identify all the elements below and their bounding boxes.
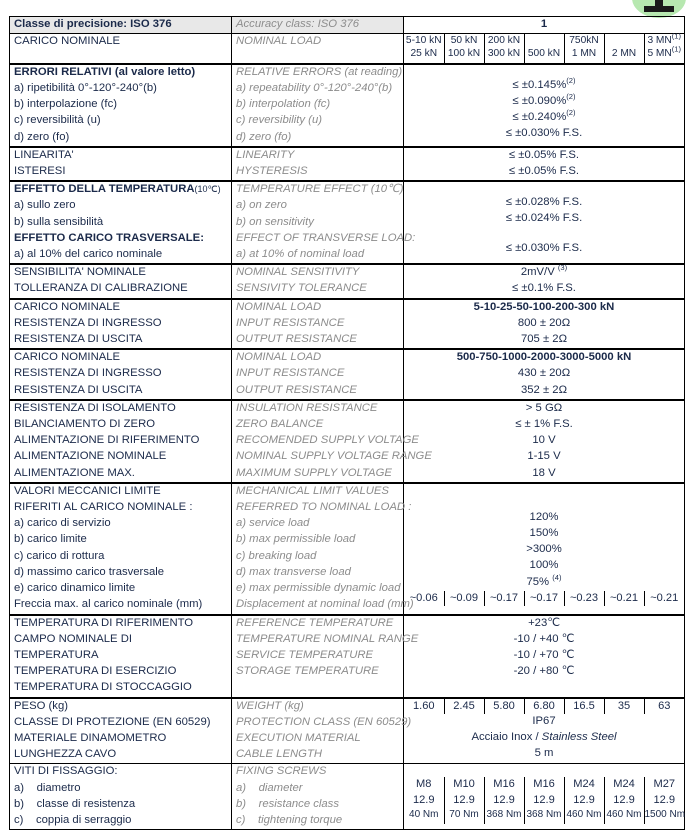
table-row [10,181,685,264]
screw-class-col-4: 12.9 [524,793,564,808]
nominal-temperature-range-label-en: TEMPERATURE NOMINAL RANGE [236,632,419,645]
temperature-effect-title-it: EFFETTO DELLA TEMPERATURA(10℃) [14,183,221,196]
relative-errors-item-a-en: a) repeatability 0°-120°-240°(b) [236,82,393,94]
protection-class-label-it: CLASSE DI PROTEZIONE (EN 60529) [14,715,211,728]
weight-label-en: WEIGHT (kg) [236,699,304,712]
max-supply-label-it: ALIMENTAZIONE MAX. [14,466,135,479]
screw-class-col-5: 12.9 [564,793,604,808]
table-row [10,64,685,147]
weight-col-4: 6.80 [524,699,564,714]
relative-errors-item-c-it: c) reversibilità (u) [14,114,101,127]
load-range-header-row [404,31,684,63]
relative-errors-item-d-it: d) zero (fo) [14,130,70,143]
storage-temperature-label-it: TEMPERATURA DI STOCCAGGIO [14,681,192,694]
mechanical-limit-load-en: b) max permissible load [236,533,356,546]
load-range-col-4: 500 kN [524,34,564,63]
transverse-load-title-en: EFFECT OF TRANSVERSE LOAD: [236,231,416,244]
temperature-effect-zero-value: ≤ ±0.028% F.S. [505,196,583,209]
transverse-load-item-it: a) al 10% del carico nominale [14,248,163,261]
mechanical-dynamic-load-en: e) max permissible dynamic load [236,582,401,595]
nominal-load-high-label-en: NOMINAL LOAD [236,351,322,364]
relative-errors-item-b-en: b) interpolation (fc) [236,98,331,111]
reference-temperature-label-en: REFERENCE TEMPERATURE [236,616,394,629]
weight-col-6: 35 [604,699,644,714]
table-row [10,264,685,298]
screw-diameter-col-5: M24 [564,777,604,792]
screw-diameter-col-4: M16 [524,777,564,792]
linearity-label-en: LINEARITY [236,148,295,161]
relative-errors-item-c-en: c) reversibility (u) [236,114,322,127]
load-range-col-3: 200 kN 300 kN [484,34,524,63]
nominal-load-high-label-it: CARICO NOMINALE [14,351,121,364]
max-supply-label-en: MAXIMUM SUPPLY VOLTAGE [236,466,392,479]
storage-temperature-value: -20 / +80 ℃ [513,665,575,678]
nominal-load-low-label-it: CARICO NOMINALE [14,300,121,313]
weight-values-row [404,699,684,714]
nominal-supply-label-en: NOMINAL SUPPLY VOLTAGE RANGE [236,450,432,463]
relative-errors-value-c: ≤ ±0.240%$^{(2)}$ [512,108,576,124]
nominal-load-low-label-en: NOMINAL LOAD [236,300,322,313]
screw-class-col-6: 12.9 [604,793,644,808]
temperature-effect-value-spacer [404,182,684,195]
table-row [10,615,685,698]
nominal-load-header-label-en: NOMINAL LOAD [236,35,322,48]
mechanical-breaking-load-value: >300% [526,543,562,556]
table-row [10,698,685,764]
load-range-col-5: 750kN 1 MN [564,34,604,63]
relative-errors-value-spacer [404,65,684,78]
nominal-supply-value: 1-15 V [527,450,561,463]
recommended-supply-label-it: ALIMENTAZIONE DI RIFERIMENTO [14,434,200,447]
relative-errors-item-d-en: d) zero (fo) [236,130,292,143]
displacement-col-5: ~0.23 [564,591,604,606]
insulation-resistance-label-en: INSULATION RESISTANCE [236,401,378,414]
fixing-screws-title-en: FIXING SCREWS [236,765,327,778]
weight-col-7: 63 [644,699,684,714]
cable-length-value: 5 m [534,747,554,760]
load-range-col-1: 5-10 kN 25 kN [405,35,442,59]
displacement-col-2: ~0.09 [444,591,484,606]
relative-errors-item-b-it: b) interpolazione (fc) [14,98,117,111]
relative-errors-title-it: ERRORI RELATIVI (al valore letto) [14,65,196,78]
zero-balance-label-it: BILANCIAMENTO DI ZERO [14,418,156,431]
mechanical-value-spacer-2 [404,497,684,510]
recommended-supply-value: 10 V [532,434,556,447]
load-range-col-7: 3 MN$^{(1)}$ 5 MN$^{(1)}$ [644,34,684,63]
screw-diameter-values-row [404,777,684,792]
screw-resistance-class-values-row [404,793,684,808]
screw-torque-col-1: 40 Nm [409,809,439,821]
displacement-col-7: ~0.21 [644,591,684,606]
nominal-sensitivity-label-it: SENSIBILITA' NOMINALE [14,266,146,279]
displacement-col-3: ~0.17 [484,591,524,606]
storage-temperature-label-en: STORAGE TEMPERATURE [236,665,379,678]
load-range-col-6: 2 MN [604,34,644,63]
transverse-load-item-en: a) at 10% of nominal load [236,248,365,261]
insulation-resistance-label-it: RESISTENZA DI ISOLAMENTO [14,401,176,414]
output-resistance-low-value: 705 ± 2Ω [520,333,568,346]
temperature-effect-sensitivity-en: b) on sensitivity [236,215,314,228]
mechanical-dynamic-load-value: 75% $^{(4)}$ [526,572,562,588]
transverse-load-value-spacer [404,228,684,241]
table-row [10,764,685,830]
execution-material-value: Acciaio Inox / Stainless Steel [471,731,617,744]
table-row [10,34,685,64]
calibration-tolerance-label-it: TOLLERANZA DI CALIBRAZIONE [14,282,188,295]
linearity-label-it: LINEARITA' [14,148,74,161]
mechanical-dynamic-load-it: e) carico dinamico limite [14,582,136,595]
cable-length-label-it: LUNGHEZZA CAVO [14,748,117,761]
insulation-resistance-value: > 5 GΩ [525,401,563,414]
zero-balance-value: ≤ ± 1% F.S. [515,418,573,431]
screw-torque-col-6: 460 Nm [604,808,644,823]
input-resistance-low-label-en: INPUT RESISTANCE [236,316,345,329]
weight-col-2: 2.45 [444,699,484,714]
nominal-load-high-value: 500-750-1000-2000-3000-5000 kN [456,351,632,364]
max-supply-value: 18 V [532,466,556,479]
temperature-effect-title-en: TEMPERATURE EFFECT (10℃) [236,183,404,196]
temperature-effect-zero-it: a) sullo zero [14,199,76,212]
recommended-supply-label-en: RECOMENDED SUPPLY VOLTAGE [236,434,419,447]
table-row [10,483,685,615]
displacement-label-it: Freccia max. al carico nominale (mm) [14,598,203,611]
displacement-values-row [404,591,684,606]
linearity-value: ≤ ±0.05% F.S. [508,148,580,161]
screw-diameter-col-6: M24 [604,777,644,792]
mechanical-title-2-en: REFERRED TO NOMINAL LOAD : [236,501,412,514]
temperature-effect-sensitivity-value: ≤ ±0.024% F.S. [505,212,583,225]
input-resistance-high-value: 430 ± 20Ω [517,367,571,380]
screw-resistance-class-label-it: b) classe di resistenza [14,797,136,810]
protection-class-value: IP67 [532,714,556,727]
mechanical-breaking-load-it: c) carico di rottura [14,549,105,562]
screw-class-col-2: 12.9 [444,793,484,808]
screw-class-col-7: 12.9 [644,793,684,808]
screw-torque-col-7: 1500 Nm [644,808,684,823]
mechanical-breaking-load-en: c) breaking load [236,549,317,562]
displacement-label-en: Displacement at nominal load (mm) [236,598,414,611]
reference-temperature-label-it: TEMPERATURA DI RIFERIMENTO [14,616,194,629]
screw-class-col-3: 12.9 [484,793,524,808]
hysteresis-label-it: ISTERESI [14,165,66,178]
execution-material-label-it: MATERIALE DINAMOMETRO [14,731,167,744]
relative-errors-value-b: ≤ ±0.090%$^{(2)}$ [512,92,576,107]
table-row [10,349,685,400]
table-row [10,147,685,181]
table-row [10,400,685,483]
screw-diameter-col-7: M27 [644,777,684,792]
mechanical-service-load-en: a) service load [236,517,310,530]
sensor-post-shape [655,0,663,8]
hysteresis-label-en: HYSTERESIS [236,165,308,178]
execution-material-label-en: EXECUTION MATERIAL [236,731,361,744]
input-resistance-low-value: 800 ± 20Ω [517,316,571,329]
screw-torque-values-row [404,808,684,823]
nominal-temperature-range-label-it-line1: CAMPO NOMINALE DI [14,632,133,645]
nominal-temperature-range-value: -10 / +40 ℃ [513,632,575,645]
weight-col-1: 1.60 [412,699,435,712]
output-resistance-high-value: 352 ± 2Ω [520,383,568,396]
transverse-load-value: ≤ ±0.030% F.S. [505,241,583,254]
screw-class-col-1: 12.9 [412,793,435,806]
mechanical-title-1-it: VALORI MECCANICI LIMITE [14,484,161,497]
mechanical-title-1-en: MECHANICAL LIMIT VALUES [236,484,389,497]
output-resistance-high-label-it: RESISTENZA DI USCITA [14,383,143,396]
mechanical-transverse-load-value: 100% [529,559,559,572]
load-range-col-2: 50 kN 100 kN [444,34,484,63]
service-temperature-label-en: SERVICE TEMPERATURE [236,648,374,661]
table-row [10,299,685,350]
mechanical-limit-load-value: 150% [529,527,559,540]
accuracy-class-value: 1 [540,18,548,30]
input-resistance-low-label-it: RESISTENZA DI INGRESSO [14,316,162,329]
zero-balance-label-en: ZERO BALANCE [236,418,324,431]
nominal-supply-label-it: ALIMENTAZIONE NOMINALE [14,450,167,463]
cable-length-label-en: CABLE LENGTH [236,748,323,761]
screw-torque-col-3: 368 Nm [484,808,524,823]
input-resistance-high-label-en: INPUT RESISTANCE [236,367,345,380]
output-resistance-low-label-en: OUTPUT RESISTANCE [236,333,357,346]
table-row [10,17,685,34]
input-resistance-high-label-it: RESISTENZA DI INGRESSO [14,367,162,380]
mechanical-service-load-value: 120% [529,510,559,523]
screw-torque-col-4: 368 Nm [524,808,564,823]
nominal-load-header-label-it: CARICO NOMINALE [14,35,121,48]
sensor-base-shape [644,6,674,12]
mechanical-transverse-load-it: d) massimo carico trasversale [14,565,165,578]
screw-diameter-label-it: a) diametro [14,781,81,794]
service-temperature-value: -10 / +70 ℃ [513,648,575,661]
screw-torque-label-it: c) coppia di serraggio [14,813,132,826]
screw-diameter-col-1: M8 [416,778,432,791]
nominal-sensitivity-value: 2mV/V $^{(3)}$ [520,263,568,279]
screw-torque-col-5: 460 Nm [564,808,604,823]
relative-errors-item-a-it: a) ripetibilità 0°-120°-240°(b) [14,82,157,94]
screw-torque-label-en: c) tightening torque [236,813,343,826]
nominal-sensitivity-label-en: NOMINAL SENSITIVITY [236,266,360,279]
relative-errors-value-a: ≤ ±0.145%$^{(2)}$ [512,76,576,91]
specification-table [9,16,685,830]
temperature-effect-zero-en: a) on zero [236,199,287,212]
screw-resistance-class-label-en: b) resistance class [236,797,339,810]
weight-col-5: 16.5 [564,699,604,714]
hysteresis-value: ≤ ±0.05% F.S. [508,165,580,178]
relative-errors-title-en: RELATIVE ERRORS (at reading) [236,65,403,78]
nominal-temperature-range-label-it-line2: TEMPERATURA [14,648,99,661]
fixing-screws-title-it: VITI DI FISSAGGIO: [14,765,118,778]
screw-diameter-col-3: M16 [484,777,524,792]
output-resistance-high-label-en: OUTPUT RESISTANCE [236,383,357,396]
screw-torque-col-2: 70 Nm [444,808,484,823]
mechanical-title-2-it: RIFERITI AL CARICO NOMINALE : [14,501,193,514]
displacement-col-6: ~0.21 [604,591,644,606]
accuracy-class-label-en: Accuracy class: ISO 376 [236,18,360,30]
calibration-tolerance-label-en: SENSIVITY TOLERANCE [236,282,367,295]
displacement-col-4: ~0.17 [524,591,564,606]
accuracy-class-label-it: Classe di precisione: ISO 376 [14,18,172,30]
transverse-load-title-it: EFFETTO CARICO TRASVERSALE: [14,231,204,244]
mechanical-limit-load-it: b) carico limite [14,533,87,546]
screws-value-spacer [404,764,684,777]
relative-errors-value-d: ≤ ±0.030% F.S. [505,127,583,140]
service-temperature-label-it: TEMPERATURA DI ESERCIZIO [14,665,177,678]
weight-label-it: PESO (kg) [14,699,68,712]
temperature-effect-sensitivity-it: b) sulla sensibilità [14,215,104,228]
mechanical-value-spacer-1 [404,484,684,497]
reference-temperature-value: +23℃ [528,616,560,629]
output-resistance-low-label-it: RESISTENZA DI USCITA [14,333,143,346]
screw-diameter-col-2: M10 [444,777,484,792]
protection-class-label-en: PROTECTION CLASS (EN 60529) [236,715,412,728]
weight-col-3: 5.80 [484,699,524,714]
calibration-tolerance-value: ≤ ±0.1% F.S. [512,282,576,295]
mechanical-service-load-it: a) carico di servizio [14,517,111,530]
mechanical-transverse-load-en: d) max transverse load [236,565,351,578]
displacement-col-1: ~0.06 [409,591,438,604]
nominal-load-low-value: 5-10-25-50-100-200-300 kN [473,300,615,313]
screw-diameter-label-en: a) diameter [236,781,303,794]
